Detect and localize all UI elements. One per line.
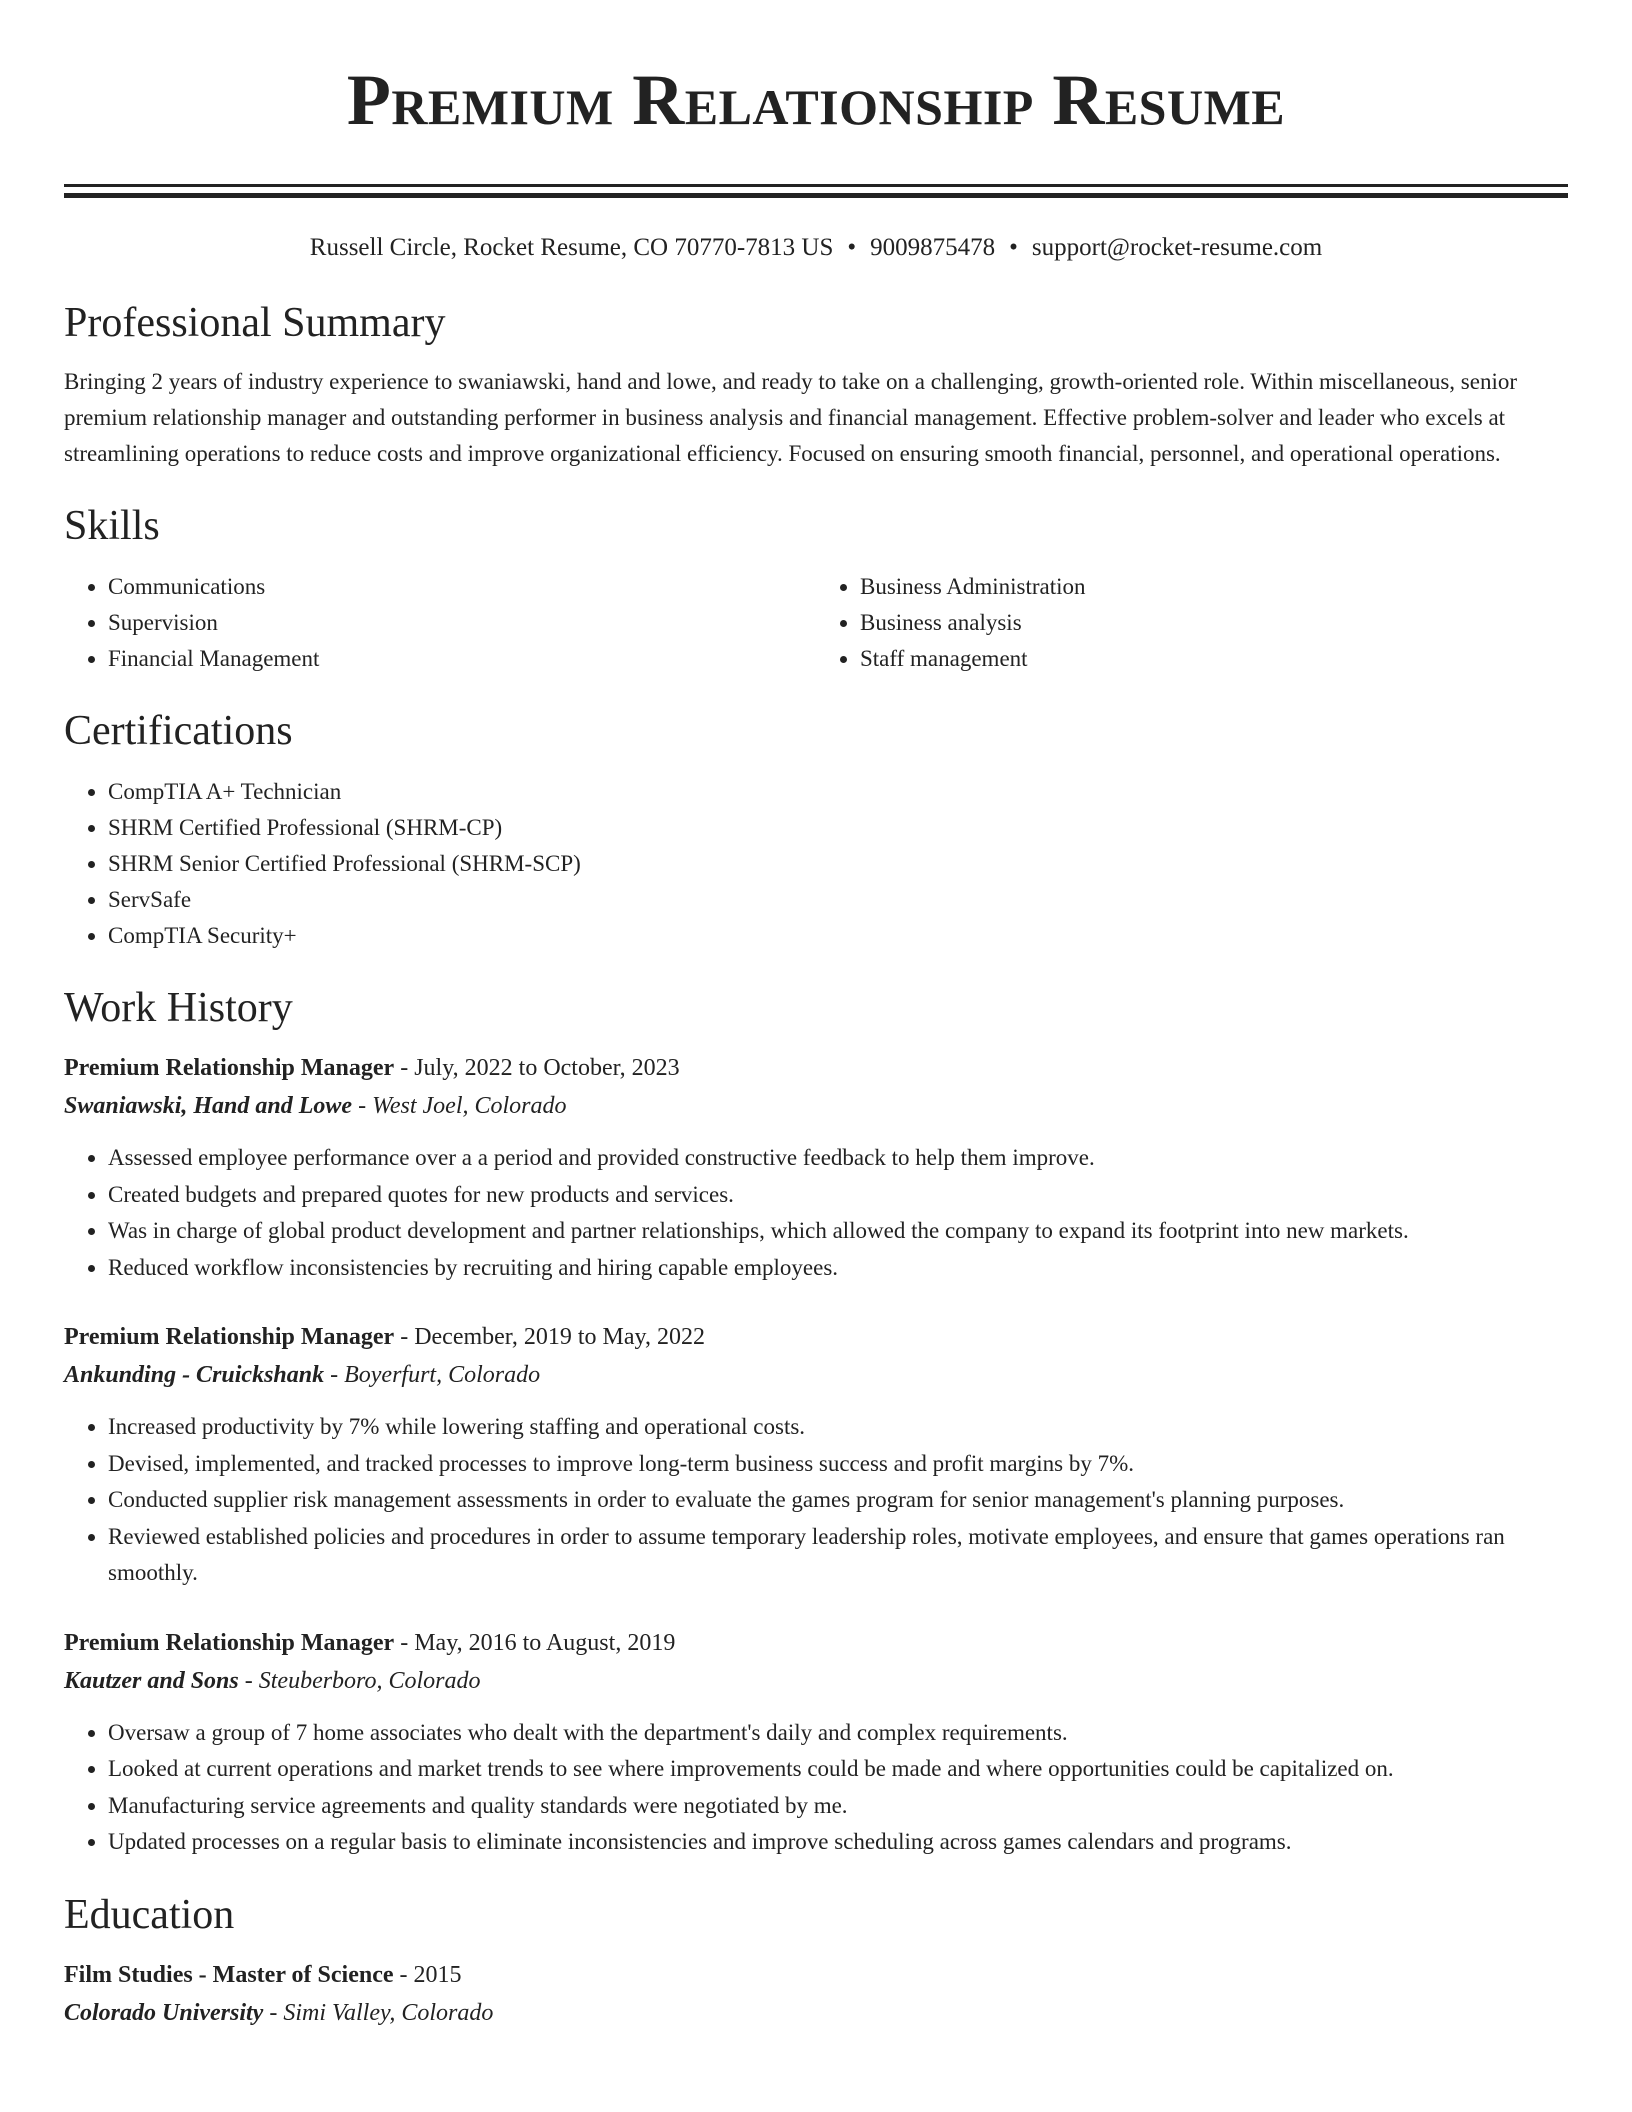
school-location: - Simi Valley, Colorado — [263, 1999, 494, 2026]
job-bullets — [64, 1140, 1568, 1286]
contact-line — [64, 231, 1568, 265]
skill-item: • Financial Management — [108, 641, 816, 677]
title-divider-bottom — [64, 193, 1568, 198]
job-title: Premium Relationship Manager — [64, 1055, 395, 1081]
certification-item: • CompTIA Security+ — [108, 918, 1568, 954]
skill-item: • Staff management — [860, 641, 1568, 677]
degree: Film Studies - Master of Science — [64, 1961, 394, 1988]
company-line — [64, 1086, 1568, 1126]
contact-phone: 9009875478 — [870, 234, 996, 261]
job-bullet: • Looked at current operations and market trends to see where improvements could be made and where opportunities could be capitalized on. — [108, 1751, 1568, 1788]
resume-title: Premium Relationship Resume — [346, 60, 1286, 140]
company-location: - Boyerfurt, Colorado — [324, 1362, 541, 1388]
skills-columns — [64, 569, 1568, 677]
job-bullet: • Oversaw a group of 7 home associates who dealt with the department's daily and complex requirements. — [108, 1715, 1568, 1752]
job-bullet: • Devised, implemented, and tracked processes to improve long-term business success and profit margins by 7%. — [108, 1446, 1568, 1483]
title-divider-top — [64, 184, 1568, 187]
company-location: - West Joel, Colorado — [352, 1093, 567, 1119]
job-title-line — [64, 1319, 1568, 1355]
job-title-line — [64, 1050, 1568, 1086]
contact-separator: • — [847, 234, 857, 261]
certification-item: • CompTIA A+ Technician — [108, 774, 1568, 810]
skill-item: • Communications — [108, 569, 816, 605]
contact-address: Russell Circle, Rocket Resume, CO 70770-7813 US — [309, 234, 834, 261]
certification-item: • SHRM Certified Professional (SHRM-CP) — [108, 810, 1568, 846]
job-entry — [64, 1319, 1568, 1592]
job-bullets — [64, 1715, 1568, 1861]
job-bullet: • Assessed employee performance over a a period and provided constructive feedback to help them improve. — [108, 1140, 1568, 1177]
job-bullets — [64, 1409, 1568, 1592]
job-bullet: • Reduced workflow inconsistencies by recruiting and hiring capable employees. — [108, 1250, 1568, 1287]
job-dates: - May, 2016 to August, 2019 — [394, 1629, 676, 1656]
certification-item: • ServSafe — [108, 882, 1568, 918]
job-bullet: • Manufacturing service agreements and quality standards were negotiated by me. — [108, 1788, 1568, 1825]
job-dates: - December, 2019 to May, 2022 — [394, 1324, 705, 1350]
contact-email: support@rocket-resume.com — [1031, 234, 1323, 261]
skills-list-right — [816, 569, 1568, 677]
certifications-heading: Certifications — [64, 708, 293, 754]
degree-line — [64, 1957, 1568, 1993]
company-location: - Steuberboro, Colorado — [238, 1667, 481, 1694]
certification-item: • SHRM Senior Certified Professional (SHRM-SCP) — [108, 846, 1568, 882]
job-bullet: • Updated processes on a regular basis to eliminate inconsistencies and improve scheduling across games calendars and programs. — [108, 1824, 1568, 1861]
job-entry — [64, 1050, 1568, 1286]
skill-item: • Business Administration — [860, 569, 1568, 605]
job-bullet: • Created budgets and prepared quotes for new products and services. — [108, 1177, 1568, 1214]
job-bullet: • Reviewed established policies and procedures in order to assume temporary leadership roles, motivate employees, and ensure that games operations ran smoothly. — [108, 1519, 1568, 1592]
job-bullet: • Conducted supplier risk management assessments in order to evaluate the games program for senior management's planning purposes. — [108, 1482, 1568, 1519]
summary-text: Bringing 2 years of industry experience to swaniawski, hand and lowe, and ready to take on a challenging, growth-oriented role. Within miscellaneous, senior premium relationship manager and outstanding performer in business analysis and financial management. Effective problem-solver and leader who excels at streamlining operations to reduce costs and improve organizational efficiency. Focused on ensuring smooth financial, personnel, and operational operations. — [64, 369, 1517, 466]
job-bullet: • Was in charge of global product development and partner relationships, which allowed the company to expand its footprint into new markets. — [108, 1213, 1568, 1250]
summary-heading: Professional Summary — [64, 300, 446, 346]
education-heading: Education — [64, 1891, 235, 1938]
job-title: Premium Relationship Manager — [64, 1629, 395, 1656]
skills-list-left — [64, 569, 816, 677]
job-dates: - July, 2022 to October, 2023 — [394, 1055, 680, 1081]
school-line — [64, 1993, 1568, 2033]
company-name: Ankunding - Cruickshank — [64, 1362, 325, 1388]
certifications-list — [64, 774, 1568, 954]
company-line — [64, 1355, 1568, 1395]
skills-heading: Skills — [64, 503, 160, 549]
skill-item: • Supervision — [108, 605, 816, 641]
school-name: Colorado University — [64, 1999, 264, 2026]
skill-item: • Business analysis — [860, 605, 1568, 641]
work-history-heading: Work History — [64, 985, 293, 1031]
job-title: Premium Relationship Manager — [64, 1324, 395, 1350]
contact-separator: • — [1009, 234, 1018, 261]
company-name: Swaniawski, Hand and Lowe — [64, 1093, 353, 1119]
job-entry — [64, 1625, 1568, 1861]
job-title-line — [64, 1625, 1568, 1661]
company-name: Kautzer and Sons — [64, 1667, 239, 1694]
graduation-year: - 2015 — [393, 1961, 462, 1988]
job-bullet: • Increased productivity by 7% while lowering staffing and operational costs. — [108, 1409, 1568, 1446]
company-line — [64, 1661, 1568, 1701]
